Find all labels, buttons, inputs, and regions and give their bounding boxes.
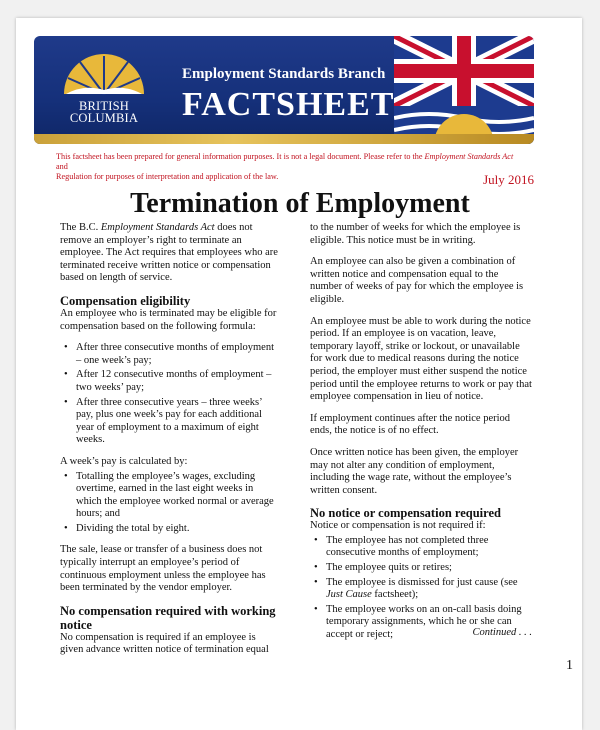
page-number: 1 bbox=[566, 658, 573, 673]
bc-logo bbox=[44, 46, 164, 134]
bc-flag-icon bbox=[394, 36, 534, 144]
weeks-pay-paragraph: A week’s pay is calculated by: bbox=[60, 455, 188, 467]
intro-paragraph: The B.C. Employment Standards Act does not remove an employer’s right to terminate an employee. The Act requires that employees who are terminated receive written notice or compensation based on length of service. bbox=[60, 222, 278, 284]
list-item: • The employee is dismissed for just cause (see Just Cause factsheet); bbox=[326, 577, 532, 602]
factsheet-heading: FACTSHEET bbox=[182, 86, 395, 123]
notice-paragraph-1: to the number of weeks for which the employee is eligible. This notice must be in writing. bbox=[310, 222, 521, 246]
page-title: Termination of Employment bbox=[130, 188, 470, 219]
list-item: • The employee works on an on-call basis doing temporary assignments, which he or she can accept or reject; bbox=[326, 604, 532, 642]
sale-paragraph: The sale, lease or transfer of a business does not typically interrupt an employee’s period of continuous employment unless the employee has been terminated by the vendor employer. bbox=[60, 544, 266, 594]
compensation-paragraph: An employee who is terminated may be eligible for compensation based on the following formula: bbox=[60, 307, 277, 332]
left-column bbox=[60, 222, 280, 666]
disclaimer-text: This factsheet has been prepared for general information purposes. It is not a legal document. Please refer to the Employment Standards Act and Regulation for purposes of interpretation and application of the law. bbox=[56, 152, 514, 181]
list-item: • The employee quits or retires; bbox=[326, 562, 532, 575]
logo-wordmark: BRITISH COLUMBIA bbox=[69, 99, 139, 125]
list-item: • After three consecutive months of employment – one week’s pay; bbox=[76, 342, 280, 367]
notice-paragraph-5: Once written notice has been given, the employer may not alter any condition of employment, including the wage rate, without the employee’s written consent. bbox=[310, 446, 519, 496]
compensation-eligibility-heading: Compensation eligibility bbox=[60, 293, 191, 308]
no-notice-list bbox=[310, 535, 532, 642]
no-notice-heading: No notice or compensation required bbox=[310, 506, 501, 521]
notice-paragraph-4: If employment continues after the notice period ends, the notice is of no effect. bbox=[310, 412, 511, 437]
publication-date: July 2016 bbox=[483, 172, 534, 187]
list-item: • After 12 consecutive months of employment – two weeks’ pay; bbox=[76, 369, 280, 394]
banner-gold-stripe bbox=[34, 134, 534, 144]
no-notice-paragraph: Notice or compensation is not required if: bbox=[310, 520, 486, 532]
notice-paragraph-2: An employee can also be given a combination of written notice and compensation equal to the number of weeks of pay for which the employee is eligible. bbox=[310, 256, 524, 305]
list-item: • Totalling the employee’s wages, excluding overtime, earned in the last eight weeks in which the employee worked normal or average hours; and bbox=[76, 471, 280, 521]
list-item: • After three consecutive years – three weeks’ pay, plus one week’s pay for each additional year of employment to a maximum of eight weeks. bbox=[76, 397, 280, 447]
no-compensation-paragraph: No compensation is required if an employee is given advance written notice of termination equal bbox=[60, 631, 269, 656]
notice-paragraph-3: An employee must be able to work during the notice period. If an employee is on vacation, leave, temporary layoff, strike or lockout, or unavailable for work due to medical reasons during the notice period, the employer must either suspend the notice period until the employee returns to work or pay that employee compensation in lieu of notice. bbox=[310, 315, 532, 403]
right-column bbox=[310, 222, 532, 639]
compensation-list bbox=[60, 342, 280, 447]
list-item: • Dividing the total by eight. bbox=[76, 523, 280, 536]
list-item: • The employee has not completed three consecutive months of employment; bbox=[326, 535, 532, 560]
no-compensation-heading: No compensation required with working notice bbox=[60, 603, 276, 632]
branch-name: Employment Standards Branch bbox=[182, 66, 386, 82]
weeks-pay-list bbox=[60, 471, 280, 536]
header-banner bbox=[34, 36, 534, 144]
continued-label: Continued . . . bbox=[472, 626, 532, 638]
sun-logo-icon bbox=[60, 50, 148, 98]
